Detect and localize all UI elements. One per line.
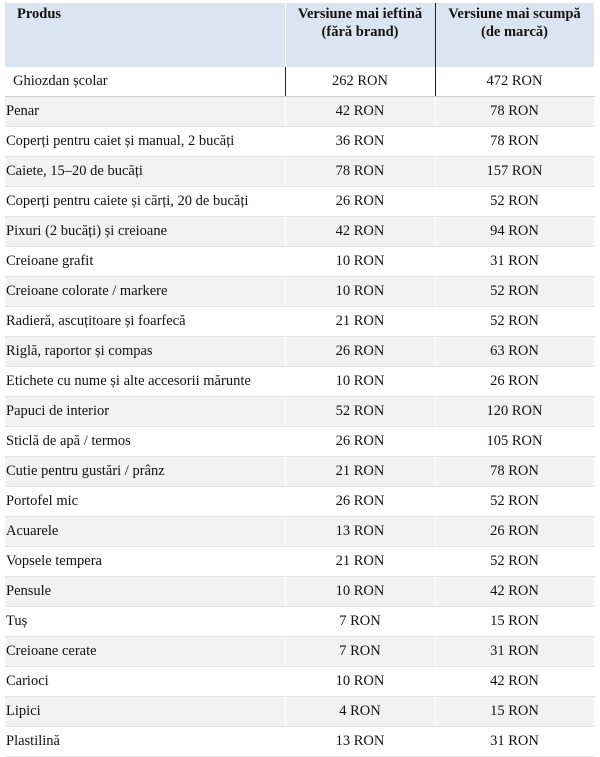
cell-product: Pensule [5,577,285,607]
table-row [5,217,594,247]
cell-expensive-price: 94 RON [435,217,594,247]
cell-product: Plastilină [5,727,285,757]
cell-product: Ghiozdan școlar [5,67,285,97]
cell-expensive-price: 15 RON [435,607,594,637]
table-row [5,127,594,157]
table-row [5,517,594,547]
table-header-row [5,3,594,67]
cell-cheap-price: 42 RON [285,217,435,247]
price-comparison-table [5,3,595,757]
table-row [5,67,594,97]
cell-product: Pixuri (2 bucăți) și creioane [5,217,285,247]
cell-cheap-price: 42 RON [285,97,435,127]
cell-expensive-price: 52 RON [435,277,594,307]
cell-product: Creioane colorate / markere [5,277,285,307]
table-row [5,547,594,577]
cell-cheap-price: 7 RON [285,607,435,637]
cell-cheap-price: 21 RON [285,307,435,337]
cell-product: Caiete, 15–20 de bucăți [5,157,285,187]
cell-product: Tuș [5,607,285,637]
cell-product: Creioane cerate [5,637,285,667]
cell-cheap-price: 21 RON [285,547,435,577]
cell-product: Coperți pentru caiet și manual, 2 bucăți [5,127,285,157]
table-row [5,367,594,397]
cell-expensive-price: 78 RON [435,457,594,487]
cell-cheap-price: 10 RON [285,247,435,277]
cell-cheap-price: 10 RON [285,667,435,697]
cell-expensive-price: 42 RON [435,667,594,697]
cell-product: Radieră, ascuțitoare și foarfecă [5,307,285,337]
cell-product: Portofel mic [5,487,285,517]
cell-cheap-price: 13 RON [285,517,435,547]
cell-product: Papuci de interior [5,397,285,427]
header-product: Produs [5,3,285,67]
table-row [5,487,594,517]
table-row [5,637,594,667]
cell-product: Penar [5,97,285,127]
cell-product: Etichete cu nume și alte accesorii mărunte [5,367,285,397]
cell-expensive-price: 120 RON [435,397,594,427]
cell-expensive-price: 15 RON [435,697,594,727]
table-row [5,277,594,307]
table-row [5,187,594,217]
table-row [5,727,594,757]
table-row [5,397,594,427]
table-row [5,427,594,457]
cell-expensive-price: 26 RON [435,367,594,397]
table-row [5,157,594,187]
cell-product: Riglă, raportor și compas [5,337,285,367]
table-body [5,67,594,757]
cell-cheap-price: 10 RON [285,277,435,307]
table-row [5,247,594,277]
cell-cheap-price: 26 RON [285,337,435,367]
cell-cheap-price: 78 RON [285,157,435,187]
cell-expensive-price: 52 RON [435,307,594,337]
cell-product: Creioane grafit [5,247,285,277]
cell-cheap-price: 26 RON [285,187,435,217]
cell-expensive-price: 157 RON [435,157,594,187]
cell-product: Acuarele [5,517,285,547]
cell-expensive-price: 105 RON [435,427,594,457]
cell-expensive-price: 31 RON [435,727,594,757]
cell-product: Coperți pentru caiete și cărți, 20 de bucăți [5,187,285,217]
cell-cheap-price: 10 RON [285,367,435,397]
header-cheap-version: Versiune mai ieftină (fără brand) [285,3,435,67]
cell-expensive-price: 52 RON [435,547,594,577]
table-row [5,337,594,367]
table-row [5,307,594,337]
table-row [5,697,594,727]
cell-expensive-price: 26 RON [435,517,594,547]
table-row [5,607,594,637]
cell-cheap-price: 13 RON [285,727,435,757]
cell-expensive-price: 31 RON [435,637,594,667]
cell-expensive-price: 42 RON [435,577,594,607]
header-expensive-version: Versiune mai scumpă (de marcă) [435,3,594,67]
cell-cheap-price: 26 RON [285,487,435,517]
cell-product: Carioci [5,667,285,697]
table-row [5,97,594,127]
cell-cheap-price: 21 RON [285,457,435,487]
cell-cheap-price: 10 RON [285,577,435,607]
cell-expensive-price: 472 RON [435,67,594,97]
cell-expensive-price: 78 RON [435,97,594,127]
cell-product: Cutie pentru gustări / prânz [5,457,285,487]
cell-cheap-price: 4 RON [285,697,435,727]
cell-cheap-price: 262 RON [285,67,435,97]
cell-product: Lipici [5,697,285,727]
cell-expensive-price: 52 RON [435,487,594,517]
cell-expensive-price: 78 RON [435,127,594,157]
cell-cheap-price: 7 RON [285,637,435,667]
cell-expensive-price: 63 RON [435,337,594,367]
cell-product: Vopsele tempera [5,547,285,577]
cell-cheap-price: 52 RON [285,397,435,427]
table-row [5,667,594,697]
cell-cheap-price: 26 RON [285,427,435,457]
cell-cheap-price: 36 RON [285,127,435,157]
cell-expensive-price: 52 RON [435,187,594,217]
table-row [5,457,594,487]
table-row [5,577,594,607]
cell-expensive-price: 31 RON [435,247,594,277]
cell-product: Sticlă de apă / termos [5,427,285,457]
